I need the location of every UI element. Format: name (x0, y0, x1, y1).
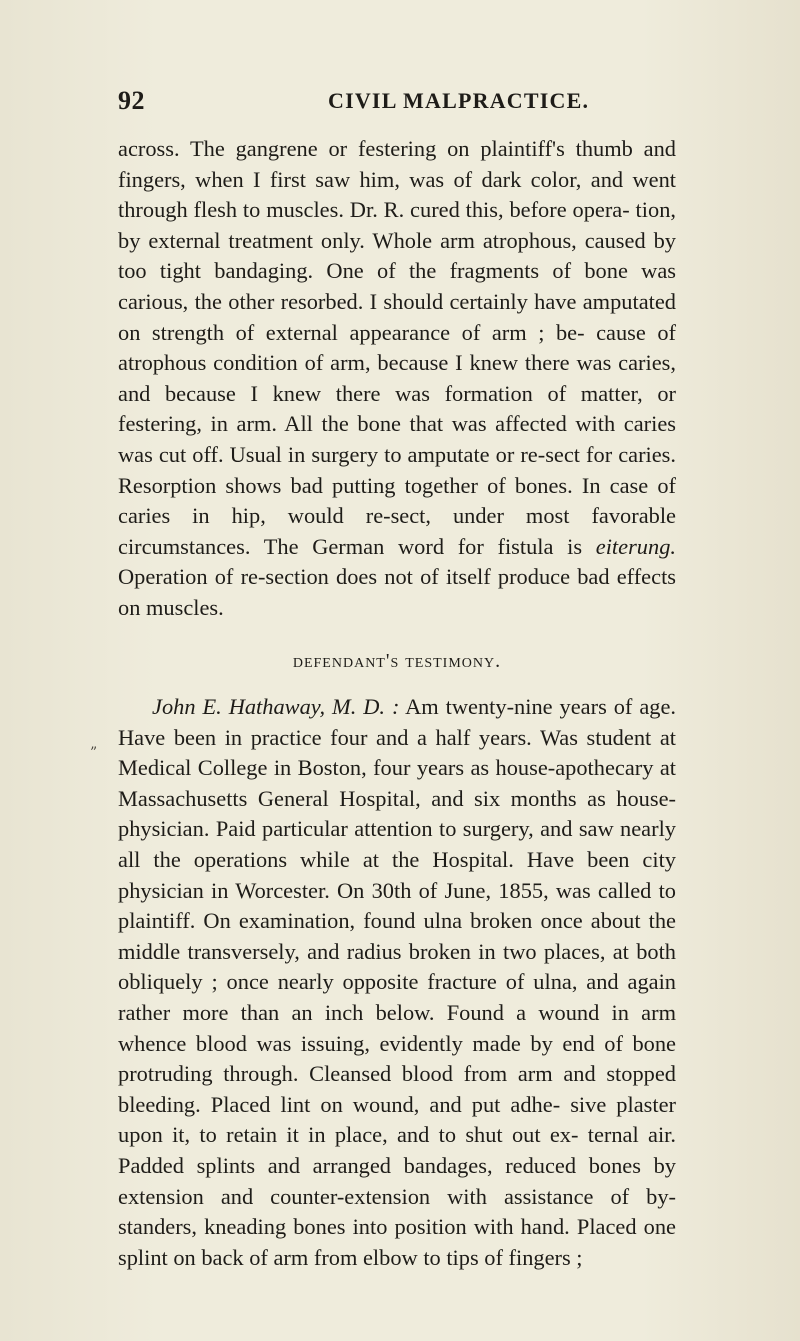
page-body (118, 134, 676, 1273)
witness-name: John E. Hathaway, M. D. : (152, 694, 400, 720)
page-number: 92 (118, 86, 145, 115)
paragraph-text-end: Operation of re-section does not of itself produce bad effects on muscles. (118, 564, 676, 620)
paragraph-text: across. The gangrene or festering on plaintiff's thumb and fingers, when I first saw him, was of dark color, and went through flesh to muscles. Dr. R. cured this, before opera- tion, by external treatment only. Whole arm atrophous, caused by too tight bandaging. One of the fragments of bone was carious, the other resorbed. I should certainly have amputated on strength of external appearance of arm ; be- cause of atrophous condition of arm, because I knew there was caries, and because I knew there was formation of matter, or festering, in arm. All the bone that was affected with caries was cut off. Usual in surgery to amputate or re-sect for caries. Resorption shows bad putting together of bones. In case of caries in hip, would re-sect, under most favorable circumstances. The German word for fistula is (118, 136, 676, 559)
margin-mark: ” (90, 745, 98, 761)
page-header (118, 86, 676, 116)
paragraph-text: Am twenty-nine years of age. Have been in practice four and a half years. Was student at Medical College in Boston, four years as house-apothecary at Massachusetts General Hospital, and six months as house- physician. Paid particular attention to surgery, and saw nearly all the operations while at the Hospital. Have been city physician in Worcester. On 30th of June, 1855, was called to plaintiff. On examination, found ulna broken once about the middle transversely, and radius broken in two places, at both obliquely ; once nearly opposite fracture of ulna, and again rather more than an inch below. Found a wound in arm whence blood was issuing, evidently made by end of bone protruding through. Cleansed blood from arm and stopped bleeding. Placed lint on wound, and put adhe- sive plaster upon it, to retain it in place, and to shut out ex- ternal air. Padded splints and arranged bandages, reduced bones by extension and counter-extension with assistance of by-standers, kneading bones into position with hand. Placed one splint on back of arm from elbow to tips of fingers ; (118, 694, 676, 1270)
running-head: CIVIL MALPRACTICE. (328, 88, 590, 113)
german-word: eiterung. (595, 533, 676, 559)
paragraph-plaintiff-testimony (118, 134, 676, 624)
paragraph-defendant-testimony (118, 692, 676, 1273)
section-heading: defendant's testimony. (292, 649, 502, 672)
